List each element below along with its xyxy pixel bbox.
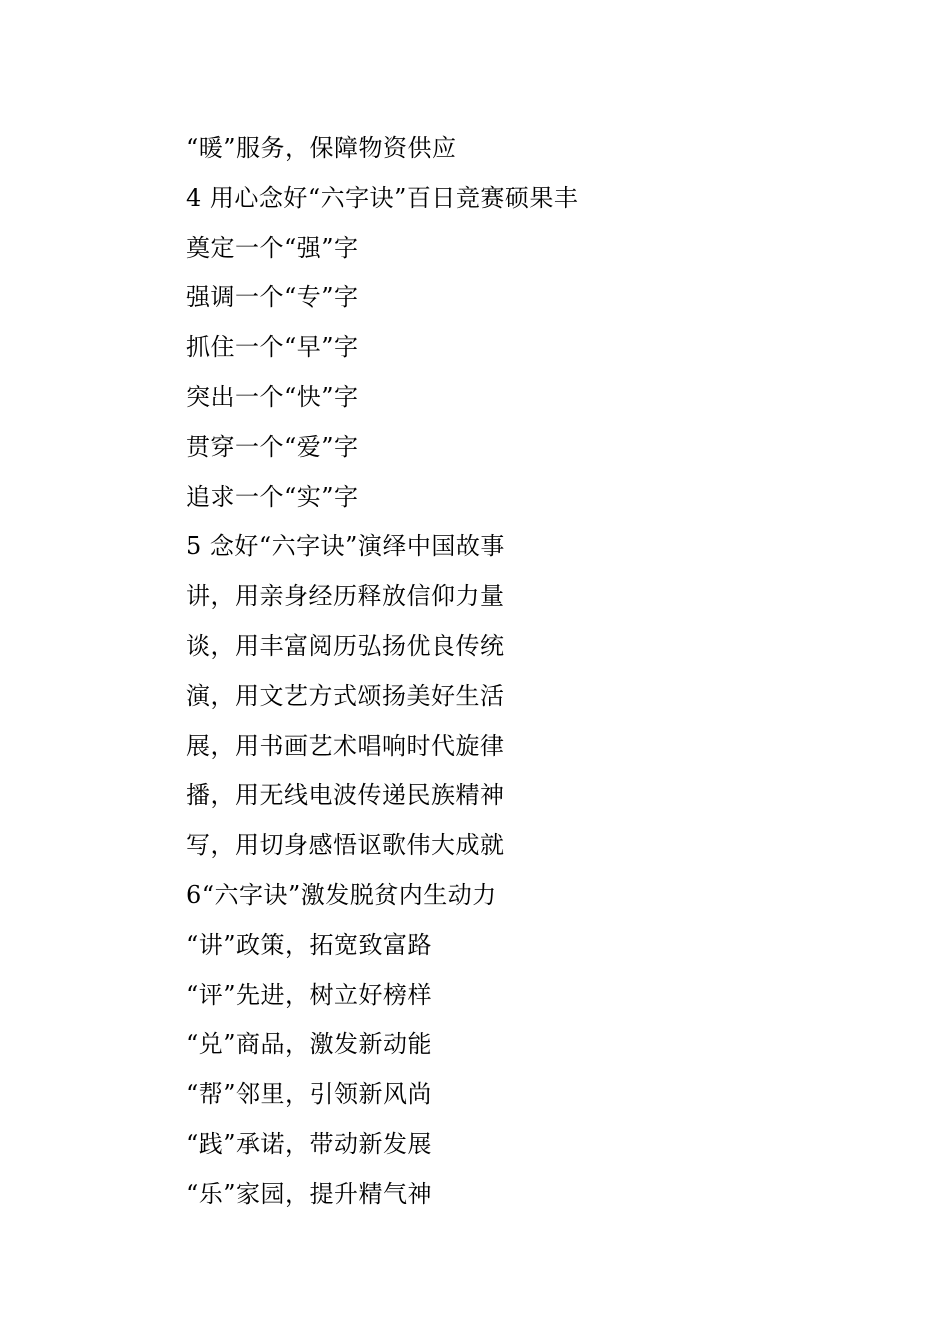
text-line: 写，用切身感悟讴歌伟大成就 <box>186 831 505 860</box>
text-line: “评”先进，树立好榜样 <box>186 980 433 1009</box>
text-line: 追求一个“实”字 <box>186 482 359 511</box>
text-line: 贯穿一个“爱”字 <box>186 432 359 461</box>
text-line: 抓住一个“早”字 <box>186 333 359 362</box>
text-line: 演，用文艺方式颂扬美好生活 <box>186 681 505 710</box>
text-line: 突出一个“快”字 <box>186 382 359 411</box>
text-line: “帮”邻里，引领新风尚 <box>186 1080 433 1109</box>
text-line: 播，用无线电波传递民族精神 <box>186 781 505 810</box>
text-line: “讲”政策，拓宽致富路 <box>186 930 433 959</box>
text-line: “兑”商品，激发新动能 <box>186 1030 433 1059</box>
section-heading: 5 念好“六字诀”演绎中国故事 <box>186 532 505 561</box>
text-line: “暖”服务，保障物资供应 <box>186 134 457 162</box>
text-line: “践”承诺，带动新发展 <box>186 1129 433 1158</box>
section-heading: 4 用心念好“六字诀”百日竞赛硕果丰 <box>186 183 579 212</box>
text-line: 展，用书画艺术唱响时代旋律 <box>186 731 505 760</box>
text-line: “乐”家园，提升精气神 <box>186 1179 433 1208</box>
text-line: 讲，用亲身经历释放信仰力量 <box>186 582 505 611</box>
text-line: 谈，用丰富阅历弘扬优良传统 <box>186 631 505 660</box>
section-heading: 6“六字诀”激发脱贫内生动力 <box>186 880 497 909</box>
text-line: 强调一个“专”字 <box>186 283 359 312</box>
text-body <box>186 128 886 1224</box>
text-line: 奠定一个“强”字 <box>186 233 359 262</box>
